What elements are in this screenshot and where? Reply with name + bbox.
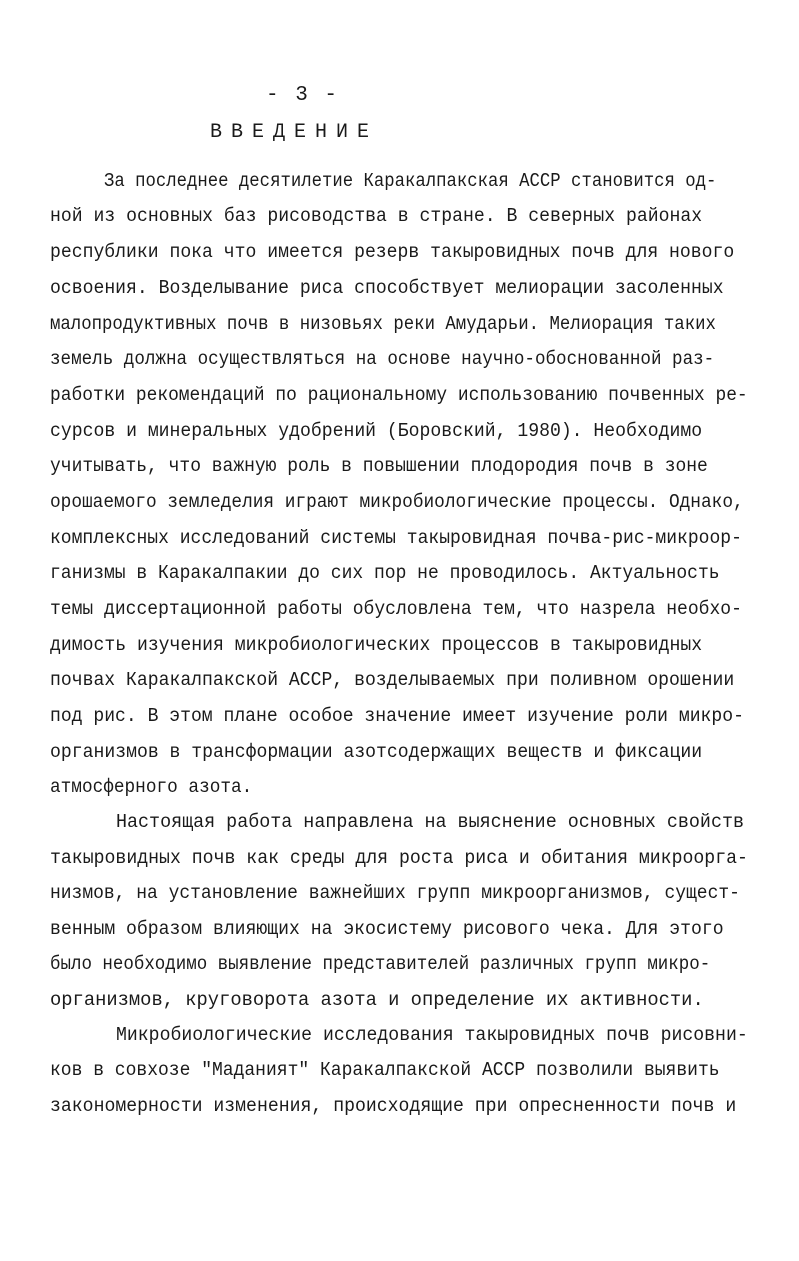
- text-line: Микробиологические исследования такыровидных почв рисовни-: [116, 1024, 748, 1046]
- text-line: такыровидных почв как среды для роста риса и обитания микроорга-: [50, 847, 748, 869]
- text-line: темы диссертационной работы обусловлена тем, что назрела необхо-: [50, 598, 742, 620]
- text-line: комплексных исследований системы такыровидная почва-рис-микроор-: [50, 527, 742, 549]
- text-line: сурсов и минеральных удобрений (Боровский, 1980). Необходимо: [50, 420, 703, 442]
- text-line: За последнее десятилетие Каракалпакская АССР становится од-: [104, 170, 717, 192]
- text-line: республики пока что имеется резерв такыровидных почв для нового: [50, 241, 735, 263]
- text-line: учитывать, что важную роль в повышении плодородия почв в зоне: [50, 455, 708, 477]
- text-line: закономерности изменения, происходящие при опресненности почв и: [50, 1095, 737, 1117]
- text-line: ков в совхозе "Маданият" Каракалпакской АССР позволили выявить: [50, 1059, 720, 1081]
- text-line: работки рекомендаций по рациональному использованию почвенных ре-: [50, 384, 748, 406]
- text-line: освоения. Возделывание риса способствует мелиорации засоленных: [50, 277, 724, 299]
- text-line: низмов, на установление важнейших групп микроорганизмов, сущест-: [50, 882, 740, 904]
- text-line: димость изучения микробиологических процессов в такыровидных: [50, 634, 703, 656]
- text-line: орошаемого земледелия играют микробиологические процессы. Однако,: [50, 491, 744, 513]
- text-line: организмов в трансформации азотсодержащих веществ и фиксации: [50, 741, 703, 763]
- text-line: земель должна осуществляться на основе научно-обоснованной раз-: [50, 348, 715, 370]
- text-line: под рис. В этом плане особое значение имеет изучение роли микро-: [50, 705, 744, 727]
- text-line: атмосферного азота.: [50, 776, 253, 798]
- text-line: венным образом влияющих на экосистему рисового чека. Для этого: [50, 918, 724, 940]
- text-line: ганизмы в Каракалпакии до сих пор не проводилось. Актуальность: [50, 562, 720, 584]
- text-line: малопродуктивных почв в низовьях реки Амударьи. Мелиорация таких: [50, 313, 716, 335]
- text-line: почвах Каракалпакской АССР, возделываемых при поливном орошении: [50, 669, 735, 691]
- text-line: было необходимо выявление представителей различных групп микро-: [50, 953, 711, 975]
- text-line: организмов, круговорота азота и определение их активности.: [50, 989, 704, 1011]
- page-number: - 3 -: [266, 84, 340, 107]
- text-line: ной из основных баз рисоводства в стране. В северных районах: [50, 205, 703, 227]
- section-heading: ВВЕДЕНИЕ: [210, 121, 379, 144]
- text-line: Настоящая работа направлена на выяснение основных свойств: [116, 811, 745, 833]
